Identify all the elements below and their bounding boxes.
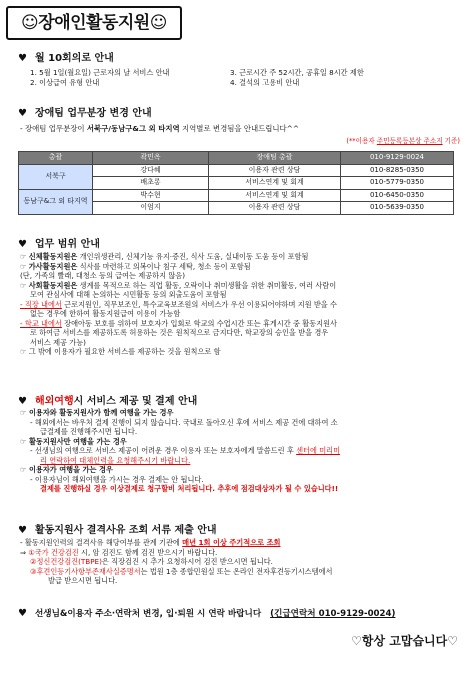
- section-heading: 업무 범위 안내: [34, 239, 100, 250]
- pointing-hand-icon: ☞: [20, 261, 29, 271]
- heart-icon: ♥: [18, 396, 27, 407]
- scope-other: ☞ 그 밖에 이용자가 필요한 서비스를 제공하는 것을 원칙으로 함: [20, 347, 221, 356]
- section-disqualification-check: [18, 524, 217, 537]
- arrow-icon: ⇒: [20, 547, 27, 557]
- pointing-hand-icon: ☞: [20, 436, 29, 446]
- case-together-answer: - 해외에서는 바우처 결제 진행이 되지 않습니다. 국내로 돌아오신 후에 서비스 제공 건에 대하여 소: [30, 417, 338, 427]
- check-item-3: ③후견인등기사항부존재사실증명서는 법원 1층 종합민원실 또는 온라인 전자후견등기시스템에서: [30, 566, 333, 576]
- section-heading: 활동지원사 결격사유 조회 서류 제출 안내: [34, 525, 217, 536]
- scope-school-cont: 서비스 제공 가능): [30, 337, 86, 347]
- case-together-answer-cont: 급결제를 진행해주시면 됩니다.: [40, 427, 138, 436]
- staff-role: 서비스연계 및 회계: [209, 177, 341, 190]
- scope-housework-note: (단, 가족의 빨래, 대청소 등의 급여는 제공하지 않음): [20, 271, 186, 280]
- case-together: ☞ 이용자와 활동지원사가 함께 여행을 가는 경우: [20, 408, 174, 417]
- address-basis-note: (**이용자 주민등록등본상 주소지 기준): [346, 137, 460, 145]
- check-intro: - 활동지원인력의 결격사유 해당여부를 관계 기관에 매년 1회 이상 주기적으로 조회: [20, 538, 281, 547]
- pointing-hand-icon: ☞: [20, 347, 29, 356]
- section-overseas-travel: ♥ 해외여행 시 서비스 제공 및 결제 안내: [18, 396, 198, 407]
- section-heading: 장애팀 업무분장 변경 안내: [34, 108, 152, 119]
- section-team-duty: [18, 107, 152, 120]
- section-monthly-notice: [18, 52, 114, 65]
- case-user-only: ☞ 이용자가 여행을 가는 경우: [20, 465, 113, 474]
- table-row: [19, 164, 454, 177]
- check-item-1: ⇒ ①국가 건강검진 시, 암 검진도 함께 검진 받으시기 바랍니다.: [20, 547, 218, 557]
- staff-name: 박수현: [93, 189, 209, 202]
- thanks-message: ♡항상 고맙습니다♡: [351, 634, 458, 648]
- scope-housework: ☞ 가사활동지원은 식사를 마련하고 의복이나 침구 세탁, 청소 등이 포함됨: [20, 261, 251, 271]
- heart-icon: ♥: [18, 53, 27, 64]
- scope-social: ☞ 사회활동지원은 생계를 목적으로 하는 직업 활동, 오락이나 취미생활을 위한 취미활동, 여러 사람이: [20, 280, 337, 290]
- table-header: 총괄: [19, 152, 93, 165]
- heart-icon: ♥: [18, 108, 27, 119]
- case-assistant-answer: - 선생님의 여행으로 서비스 제공이 어려운 경우 이용자 또는 보호자에게 말씀드린 후 센터에 미리미: [30, 446, 341, 455]
- region-cell: 동남구&그 외 타지역: [19, 189, 93, 214]
- table-header: 010-9129-0024: [341, 152, 454, 165]
- list-item: 1. 5월 1일(월요일) 근로자의 날 서비스 안내: [30, 68, 170, 77]
- pointing-hand-icon: ☞: [20, 408, 29, 417]
- list-item: 2. 이상급여 유형 안내: [30, 77, 100, 87]
- check-item-3-cont: 발급 받으시면 됩니다.: [48, 576, 118, 585]
- pointing-hand-icon: ☞: [20, 252, 29, 261]
- work-scope-text: [20, 252, 456, 357]
- overseas-travel-text: [20, 408, 456, 494]
- heart-icon: ♥: [18, 608, 27, 619]
- staff-phone: 010-6450-0350: [341, 189, 454, 202]
- duty-change-text: - 장애팀 업무분장이 서북구/동남구&그 외 타지역 지역별로 변경됨을 안내드립니다^^: [20, 124, 300, 133]
- staff-phone: 010-8285-0350: [341, 164, 454, 177]
- table-row: [19, 189, 454, 202]
- table-header-row: [19, 152, 454, 165]
- list-item: 3. 근로시간 주 52시간, 공휴일 8시간 제한: [230, 68, 364, 77]
- case-user-warning: 결제를 진행하실 경우 이상결제로 청구할비 처리됩니다. 추후에 점검대상자가 될 수 있습니다!!: [40, 484, 339, 493]
- emergency-contact: (긴급연락처 010-9129-0024): [270, 609, 396, 619]
- list-item: 4. 결석의 고용비 안내: [230, 77, 300, 87]
- section-work-scope: [18, 238, 100, 251]
- table-header: 곽민옥: [93, 152, 209, 165]
- scope-school: - 학교 내에서 장애아동 보호를 위하여 보호자가 입회로 학교의 수업시간 또는 휴게시간 중 활동지원사: [20, 318, 337, 328]
- case-assistant-answer-cont: 리 연락하여 대체인력을 요청해주시기 바랍니다.: [40, 455, 191, 465]
- staff-role: 서비스연계 및 회계: [209, 189, 341, 202]
- staff-name: 강다혜: [93, 164, 209, 177]
- scope-workplace: - 직장 내에서 근로지원인, 직무보조인, 특수교육보조원의 서비스가 우선 이용되어야하며 지원 받을 수: [20, 299, 337, 309]
- case-user-answer: - 이용자님이 해외여행을 가시는 경우 결제는 안 됩니다.: [30, 474, 204, 484]
- contact-change-notice: ♥ 선생님&이용자 주소·연락처 변경, 입·퇴원 시 연락 바랍니다 (긴급연락처 010-9129-0024): [18, 608, 396, 619]
- staff-name: 배초롱: [93, 177, 209, 190]
- check-item-2: ②정신건강검진(TBPE)은 직장검진 시 추가 요청하시어 검진 받으시면 됩니다.: [30, 557, 273, 566]
- disqualification-text: [20, 538, 456, 586]
- staff-phone: 010-5639-0350: [341, 202, 454, 215]
- staff-phone: 010-5779-0350: [341, 177, 454, 190]
- table-header: 장애팀 총괄: [209, 152, 341, 165]
- pointing-hand-icon: ☞: [20, 280, 29, 290]
- heart-icon: ♥: [18, 525, 27, 536]
- staff-role: 이용자 관련 상담: [209, 202, 341, 215]
- section-heading: 월 10회의로 안내: [34, 53, 114, 64]
- staff-name: 이엄지: [93, 202, 209, 215]
- scope-physical: ☞ 신체활동지원은 개인위생관리, 신체기능 유지·증진, 식사 도움, 실내이동 도움 등이 포함됨: [20, 252, 309, 261]
- region-cell: 서북구: [19, 164, 93, 189]
- case-assistant-only: ☞ 활동지원사만 여행을 가는 경우: [20, 436, 127, 446]
- staff-role: 이용자 관련 상담: [209, 164, 341, 177]
- team-contact-table: [18, 151, 454, 215]
- page-title: ☺장애인활동지원☺: [6, 6, 182, 40]
- heart-icon: ♥: [18, 239, 27, 250]
- pointing-hand-icon: ☞: [20, 465, 29, 474]
- scope-social-cont: 모여 관심사에 대해 논의하는 시민활동 등의 외출도움이 포함됨: [30, 290, 227, 299]
- monthly-notice-list: [30, 68, 450, 87]
- scope-school-cont: 로 하여금 서비스를 제공하도록 허용하는 것은 원칙적으로 금지다만, 학교장의 승인을 받을 경우: [30, 328, 329, 337]
- scope-workplace-cont: 없는 경우에 한하여 활동지원급여 이용이 가능함: [30, 309, 181, 318]
